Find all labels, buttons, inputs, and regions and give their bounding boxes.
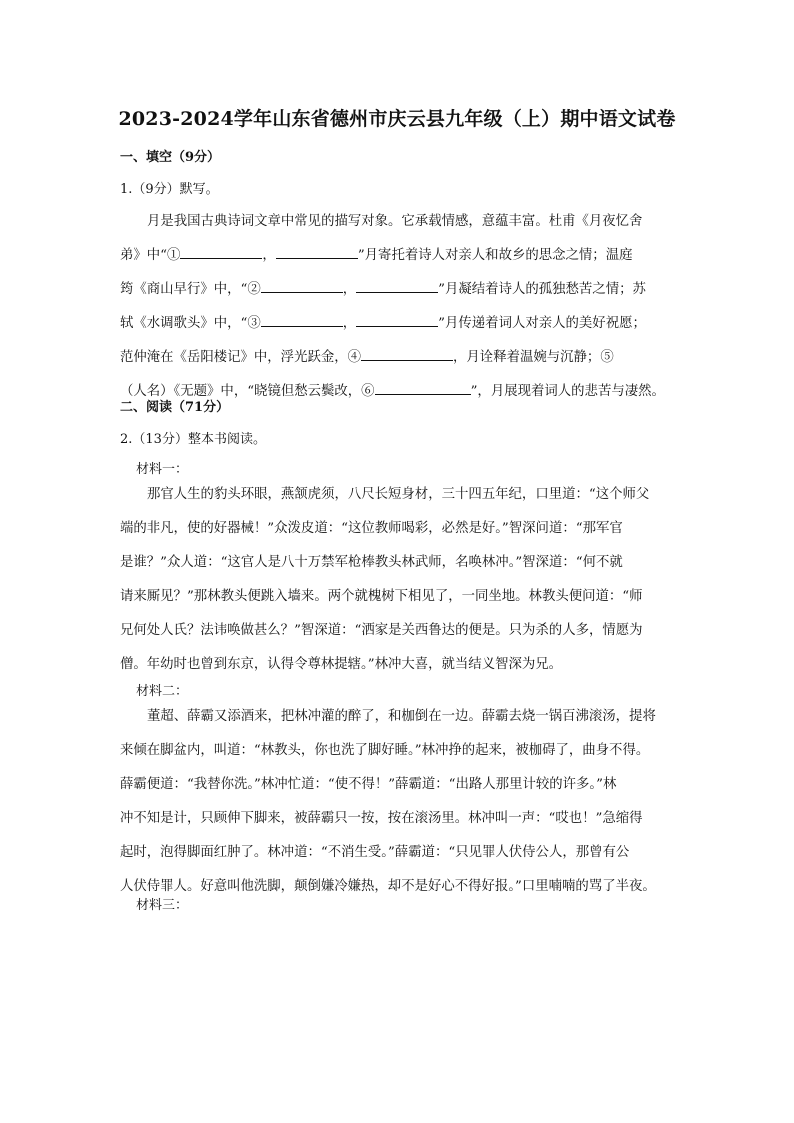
material-3-label: 材料三： [136, 898, 189, 913]
fill-blank-2b[interactable] [356, 278, 438, 293]
material-line: 来倾在脚盆内，叫道：“林教头，你也洗了脚好睡。”林冲挣的起来，被枷碍了，曲身不得。 [120, 743, 650, 758]
fill-blank-3a[interactable] [261, 312, 343, 327]
fill-blank-6[interactable] [375, 380, 471, 395]
material-line: 人伏侍罪人。好意叫他洗脚，颠倒嫌冷嫌热，却不是好心不得好报。”口里喃喃的骂了半夜。 [120, 879, 656, 894]
material-1-label: 材料一： [136, 462, 189, 477]
material-line: 僧。年幼时也曾到东京，认得令尊林提辖。”林冲大喜，就当结义智深为兄。 [120, 657, 563, 672]
question-1: 1.（9分）默写。 [120, 182, 219, 197]
passage-line: 月是我国古典诗词文章中常见的描写对象。它承载情感，意蕴丰富。杜甫《月夜忆舍 [147, 214, 643, 229]
question-2: 2.（13分）整本书阅读。 [120, 432, 266, 447]
material-2-text [120, 700, 676, 904]
exam-title: 2023-2024学年山东省德州市庆云县九年级（上）期中语文试卷 [118, 108, 676, 130]
passage-line: 弟》中“① ， ”月寄托着诗人对亲人和故乡的思念之情；温庭 [120, 239, 676, 273]
fill-blank-2a[interactable] [261, 278, 343, 293]
fill-blank-1a[interactable] [180, 244, 262, 259]
fill-blank-3b[interactable] [356, 312, 438, 327]
material-line: 冲不知是计，只顾伸下脚来，被薛霸只一按，按在滚汤里。林冲叫一声：“哎也！”急缩得 [120, 811, 643, 826]
material-line: 兄何处人氏？法讳唤做甚么？”智深道：“洒家是关西鲁达的便是。只为杀的人多，情愿为 [120, 623, 643, 638]
passage-line: 轼《水调歌头》中，“③ ， ”月传递着词人对亲人的美好祝愿； [120, 307, 676, 341]
material-line: 请来厮见？”那林教头便跳入墙来。两个就槐树下相见了，一同坐地。林教头便问道：“师 [120, 589, 643, 604]
material-2-label: 材料二： [136, 684, 189, 699]
question-1-passage [120, 205, 676, 409]
passage-line: （人名）《无题》中，“晓镜但愁云鬓改，⑥ ”，月展现着词人的悲苦与凄然。 [120, 375, 676, 409]
fill-blank-4[interactable] [361, 346, 453, 361]
material-line: 薛霸便道：“我替你洗。”林冲忙道：“使不得！”薛霸道：“出路人那里计较的许多。”林 [120, 777, 617, 792]
material-line: 端的非凡，使的好器械！”众泼皮道：“这位教师喝彩，必然是好。”智深问道：“那军官 [120, 521, 623, 536]
material-line: 是谁？”众人道：“这官人是八十万禁军枪棒教头林武师，名唤林冲。”智深道：“何不就 [120, 555, 623, 570]
material-1-text [120, 478, 676, 682]
material-line: 董超、薛霸又添酒来，把林冲灌的醉了，和枷倒在一边。薛霸去烧一锅百沸滚汤，提将 [147, 709, 656, 724]
section-1-heading: 一、填空（9分） [120, 150, 221, 165]
fill-blank-1b[interactable] [276, 244, 358, 259]
passage-line: 范仲淹在《岳阳楼记》中，浮光跃金，④ ，月诠释着温婉与沉静；⑤ [120, 341, 676, 375]
passage-line: 筠《商山早行》中，“② ， ”月凝结着诗人的孤独愁苦之情；苏 [120, 273, 676, 307]
material-line: 那官人生的豹头环眼，燕颔虎须，八尺长短身材，三十四五年纪，口里道：“这个师父 [147, 487, 650, 502]
section-2-heading: 二、阅读（71分） [120, 400, 230, 415]
material-line: 起时，泡得脚面红肿了。林冲道：“不消生受。”薛霸道：“只见罪人伏侍公人，那曾有公 [120, 845, 630, 860]
